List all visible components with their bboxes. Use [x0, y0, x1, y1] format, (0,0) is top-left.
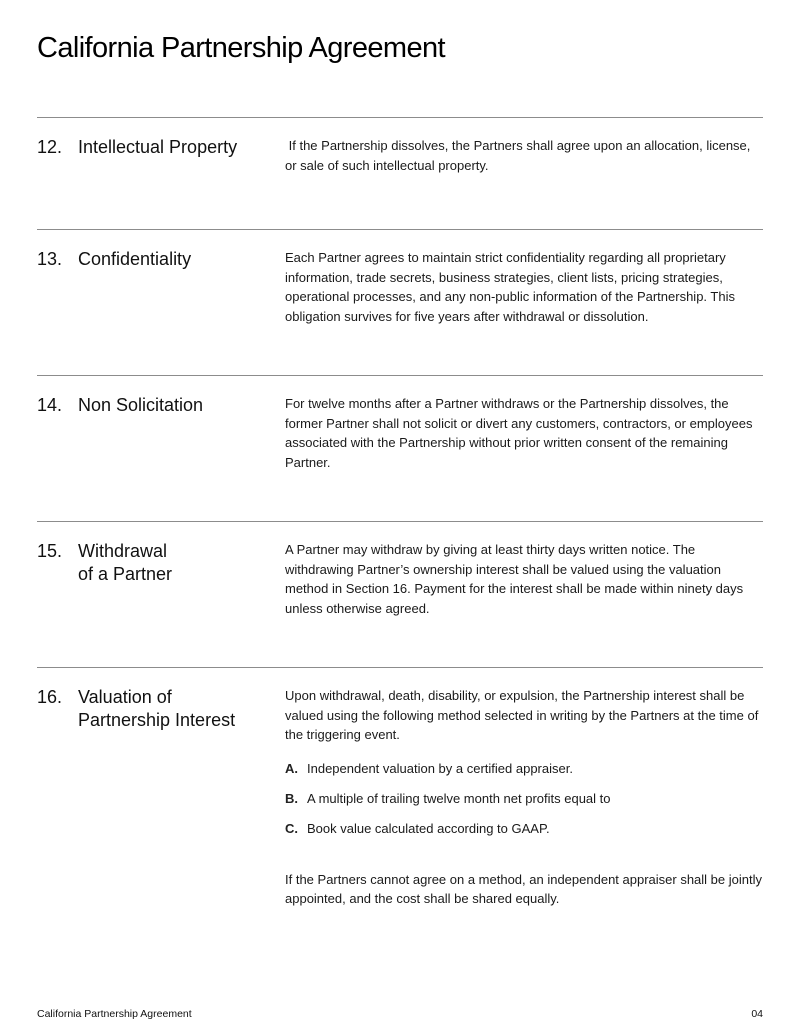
section-number: 13.	[37, 249, 63, 269]
section-title: Intellectual Property	[78, 137, 238, 157]
option-text: Independent valuation by a certified appraiser.	[307, 760, 573, 776]
section-15	[37, 521, 763, 668]
option-letter: C.	[285, 820, 298, 836]
option-letter: B.	[285, 790, 298, 806]
section-16	[37, 667, 763, 958]
section-body	[285, 136, 763, 175]
footer-document-title: California Partnership Agreement	[37, 1008, 192, 1020]
section-number: 12.	[37, 137, 63, 157]
section-number: 15.	[37, 541, 63, 561]
section-title: Non Solicitation	[78, 395, 204, 415]
section-number: 14.	[37, 395, 63, 415]
section-title-line2: of a Partner	[78, 564, 173, 584]
section-body	[285, 540, 763, 618]
section-paragraph: Upon withdrawal, death, disability, or expulsion, the Partnership interest shall be valued using the following method selected in writing by the Partners at the time of the triggering event.	[285, 688, 759, 743]
section-14	[37, 375, 763, 522]
section-13	[37, 229, 763, 376]
section-title-line1: Withdrawal	[78, 541, 168, 561]
section-body	[285, 394, 763, 472]
section-body	[285, 248, 763, 326]
section-paragraph: For twelve months after a Partner withdraws or the Partnership dissolves, the former Partner shall not solicit or divert any customers, contractors, or employees associated with the Partnership without prior written consent of the remaining Partner.	[285, 396, 753, 470]
section-title-line1: Valuation of	[78, 687, 172, 707]
option-text: Book value calculated according to GAAP.	[307, 820, 550, 836]
section-paragraph: If the Partnership dissolves, the Partners shall agree upon an allocation, license, or sale of such intellectual property.	[285, 138, 755, 173]
option-text: A multiple of trailing twelve month net profits equal to	[307, 790, 611, 806]
section-12	[37, 117, 763, 230]
section-body	[285, 686, 763, 909]
page-number: 04	[751, 1008, 763, 1020]
section-title	[78, 540, 278, 586]
section-number: 16.	[37, 687, 63, 707]
document-title: California Partnership Agreement	[37, 32, 445, 64]
valuation-option-c	[285, 819, 763, 839]
section-title-line2: Partnership Interest	[78, 710, 236, 730]
section-paragraph: A Partner may withdraw by giving at least thirty days written notice. The withdrawing Partner’s ownership interest shall be valued using the valuation method in Section 16. Payment for the interest shall be made within ninety days unless otherwise agreed.	[285, 542, 744, 616]
section-title: Confidentiality	[78, 249, 192, 269]
valuation-option-a	[285, 759, 763, 779]
closing-paragraph: If the Partners cannot agree on a method, an independent appraiser shall be jointly appointed, and the cost shall be shared equally.	[285, 871, 762, 907]
valuation-options-list	[285, 759, 763, 839]
option-letter: A.	[285, 760, 298, 776]
section-title	[78, 686, 278, 732]
section-paragraph: Each Partner agrees to maintain strict confidentiality regarding all proprietary information, trade secrets, business strategies, client lists, pricing strategies, operational processes, and any non-public information of the Partnership. This obligation survives for five years after withdrawal or dissolution.	[285, 250, 735, 324]
valuation-option-b	[285, 789, 763, 809]
